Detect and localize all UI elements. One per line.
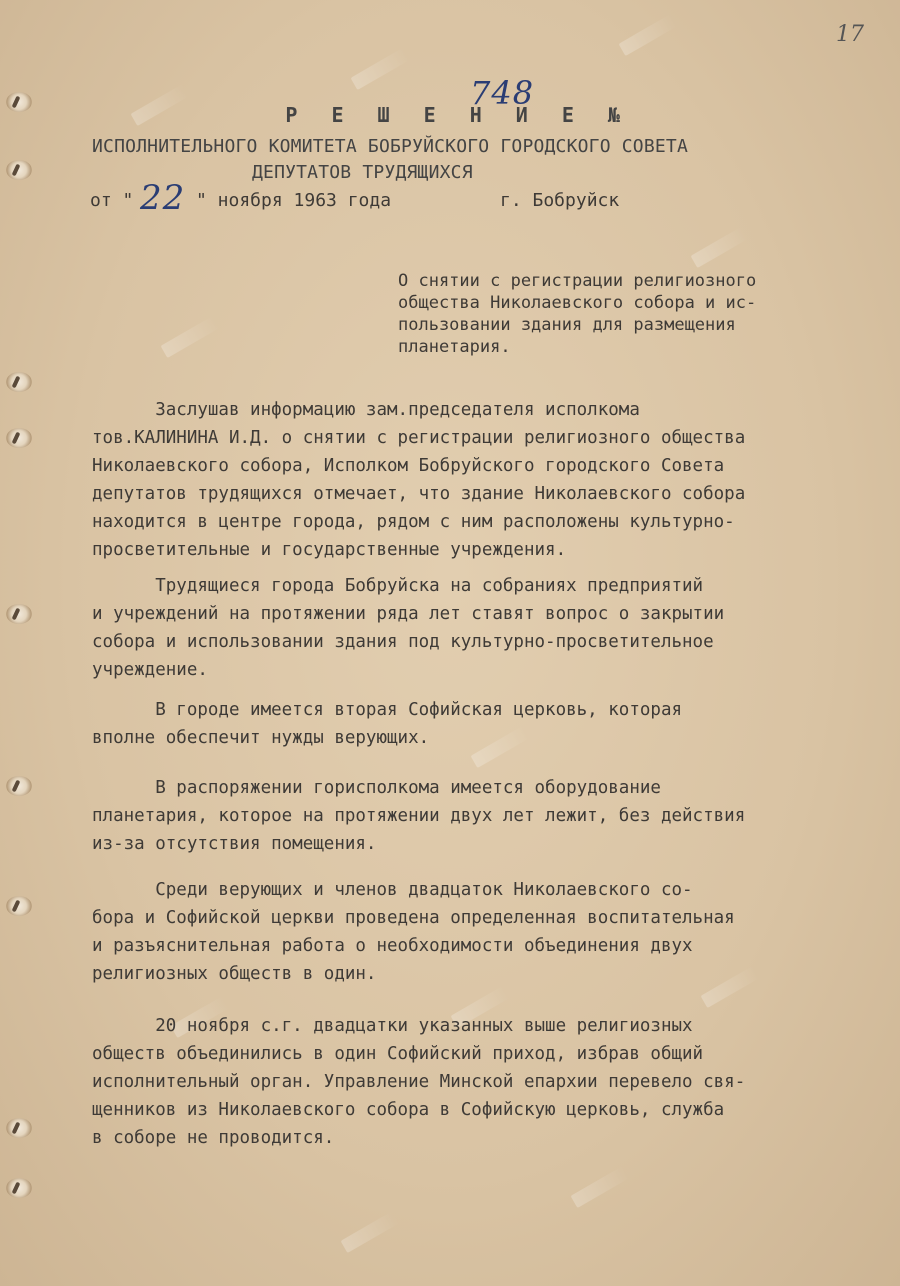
- date-day: 22: [140, 178, 186, 218]
- paragraph-line: щенников из Николаевского собора в Софийскую церковь, служба: [92, 1100, 725, 1120]
- paragraph-line: религиозных обществ в один.: [92, 964, 377, 984]
- watermark-mark: [341, 1211, 400, 1253]
- binding-hole: [6, 428, 32, 448]
- paragraph-line: тов.КАЛИНИНА И.Д. о снятии с регистрации религиозного общества: [92, 428, 746, 448]
- binding-hole: [6, 1178, 32, 1198]
- date-month-year: " ноября 1963 года: [196, 190, 392, 211]
- paragraph-line: просветительные и государственные учреждения.: [92, 540, 567, 560]
- paragraph-line: бора и Софийской церкви проведена определенная воспитательная: [92, 908, 735, 928]
- paragraph-workers: [92, 572, 724, 684]
- issuer-line-1: ИСПОЛНИТЕЛЬНОГО КОМИТЕТА БОБРУЙСКОГО ГОРОДСКОГО СОВЕТА: [92, 136, 688, 157]
- paragraph-line: Среди верующих и членов двадцаток Николаевского со-: [92, 880, 693, 900]
- paragraph-line: 20 ноября с.г. двадцатки указанных выше религиозных: [92, 1016, 693, 1036]
- paragraph-line: Заслушав информацию зам.председателя исполкома: [92, 400, 640, 420]
- date-prefix: от ": [90, 190, 134, 211]
- paragraph-line: Трудящиеся города Бобруйска на собраниях предприятий: [92, 576, 704, 596]
- issuer-line-2: ДЕПУТАТОВ ТРУДЯЩИХСЯ: [252, 162, 473, 183]
- binding-hole: [6, 160, 32, 180]
- subject-line: пользовании здания для размещения: [398, 315, 736, 335]
- watermark-mark: [571, 1166, 630, 1208]
- decision-number: 748: [470, 74, 535, 112]
- page-number: 17: [836, 22, 864, 47]
- paragraph-line: обществ объединились в один Софийский приход, избрав общий: [92, 1044, 704, 1064]
- paragraph-line: В городе имеется вторая Софийская церковь, которая: [92, 700, 683, 720]
- watermark-mark: [161, 316, 220, 358]
- paragraph-line: собора и использовании здания под культурно-просветительное: [92, 632, 714, 652]
- paragraph-line: исполнительный орган. Управление Минской епархии перевело свя-: [92, 1072, 746, 1092]
- watermark-mark: [619, 14, 678, 56]
- binding-hole: [6, 604, 32, 624]
- paragraph-merger: [92, 1012, 745, 1152]
- place: г. Бобруйск: [500, 190, 620, 211]
- paragraph-line: находится в центре города, рядом с ним расположены культурно-: [92, 512, 735, 532]
- paragraph-line: в соборе не проводится.: [92, 1128, 335, 1148]
- paragraph-believers: [92, 876, 735, 988]
- paragraph-line: и разъяснительная работа о необходимости объединения двух: [92, 936, 693, 956]
- paragraph-line: и учреждений на протяжении ряда лет ставят вопрос о закрытии: [92, 604, 725, 624]
- subject-block: [398, 270, 756, 358]
- binding-hole: [6, 92, 32, 112]
- subject-line: О снятии с регистрации религиозного: [398, 271, 757, 291]
- decision-title-text: Р Е Ш Е Н И Е №: [285, 103, 631, 127]
- binding-hole: [6, 776, 32, 796]
- subject-line: планетария.: [398, 337, 511, 357]
- paragraph-hearing: [92, 396, 745, 564]
- paragraph-line: вполне обеспечит нужды верующих.: [92, 728, 430, 748]
- binding-hole: [6, 372, 32, 392]
- watermark-mark: [691, 226, 750, 268]
- paragraph-line: учреждение.: [92, 660, 208, 680]
- watermark-mark: [131, 84, 190, 126]
- paragraph-line: депутатов трудящихся отмечает, что здание Николаевского собора: [92, 484, 746, 504]
- paragraph-line: Николаевского собора, Исполком Бобруйского городского Совета: [92, 456, 725, 476]
- binding-hole: [6, 896, 32, 916]
- paragraph-line: планетария, которое на протяжении двух лет лежит, без действия: [92, 806, 746, 826]
- binding-hole: [6, 1118, 32, 1138]
- paragraph-line: В распоряжении горисполкома имеется оборудование: [92, 778, 661, 798]
- subject-line: общества Николаевского собора и ис-: [398, 293, 757, 313]
- paragraph-planetarium: [92, 774, 745, 858]
- paragraph-second-church: [92, 696, 682, 752]
- paragraph-line: из-за отсутствия помещения.: [92, 834, 377, 854]
